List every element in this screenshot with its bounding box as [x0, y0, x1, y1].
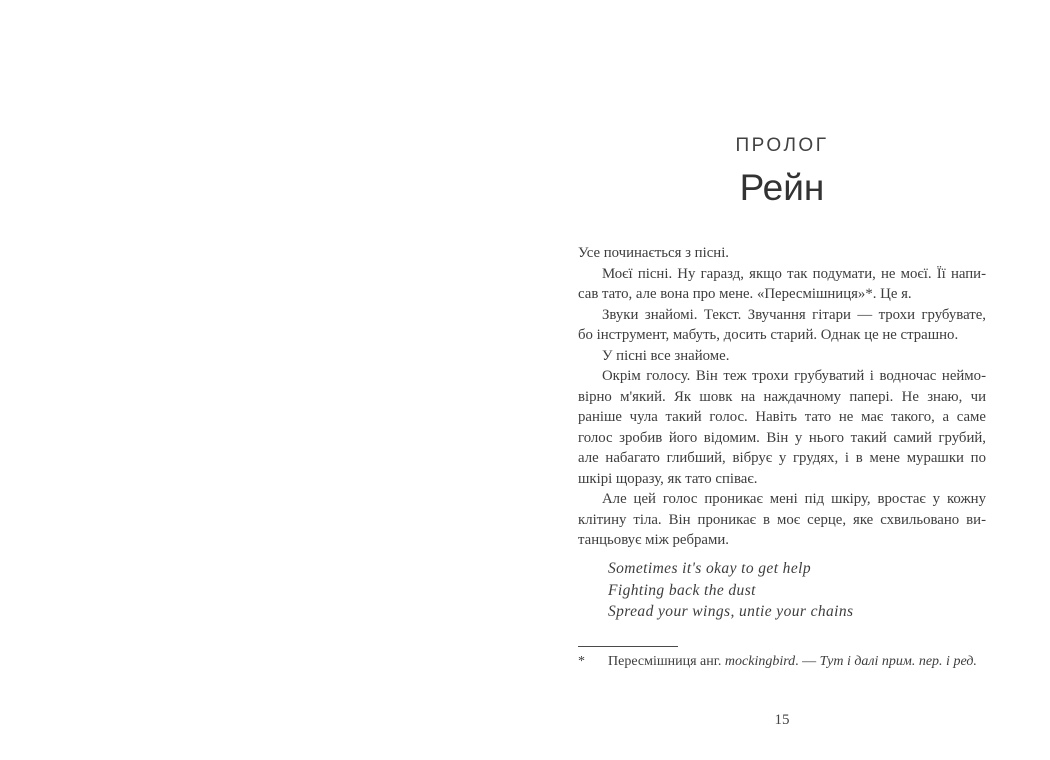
body-line: Але цей голос проникає мені під шкіру, вростає у кожну [602, 491, 986, 507]
chapter-kicker: ПРОЛОГ [735, 135, 829, 156]
body-line: Звуки знайомі. Текст. Звучання гітари — трохи грубувате, [602, 306, 986, 323]
footnote-rule [578, 646, 678, 647]
body-text [578, 243, 986, 551]
lyric-line: Fighting back the dust [608, 581, 756, 599]
body-line: голос зробив його відомим. Він у нього такий самий грубий, [578, 429, 986, 446]
body-line: шкірі щоразу, як тато співає. [578, 470, 758, 487]
body-line: Окрім голосу. Він теж трохи грубуватий і водночас неймо- [602, 368, 986, 384]
body-line: Усе починається з пісні. [578, 245, 730, 261]
footnote-marker: * [578, 654, 585, 669]
song-lyrics [578, 558, 986, 623]
body-line: Моєї пісні. Ну гаразд, якщо так подумати, не моєї. Її напи- [602, 265, 986, 282]
body-line: У пісні все знайоме. [602, 347, 730, 364]
chapter-title: Рейн [739, 167, 825, 208]
body-line: раніше чула такий голос. Навіть тато не має такого, а саме [578, 409, 986, 425]
body-line: вірно м'який. Як шовк на наждачному папері. Не знаю, чи [578, 388, 986, 405]
body-line: танцьовує між ребрами. [578, 532, 729, 548]
body-line: клітину тіла. Він проникає в моє серце, яке схвильовано ви- [578, 511, 986, 528]
body-line: бо інструмент, мабуть, досить старий. Однак це не страшно. [578, 327, 959, 343]
text-column [578, 0, 986, 760]
lyric-line: Sometimes it's okay to get help [608, 560, 811, 577]
page-number: 15 [774, 712, 790, 728]
footnote-text: Пересмішниця анг. mockingbird. — Тут і далі прим. пер. і ред. [608, 654, 977, 669]
footnote [578, 646, 986, 671]
body-line: але набагато глибший, вібрує у грудях, і в мене мурашки по [578, 450, 986, 466]
body-line: сав тато, але вона про мене. «Пересмішниця»*. Це я. [578, 286, 912, 302]
lyric-line: Spread your wings, untie your chains [608, 603, 854, 620]
